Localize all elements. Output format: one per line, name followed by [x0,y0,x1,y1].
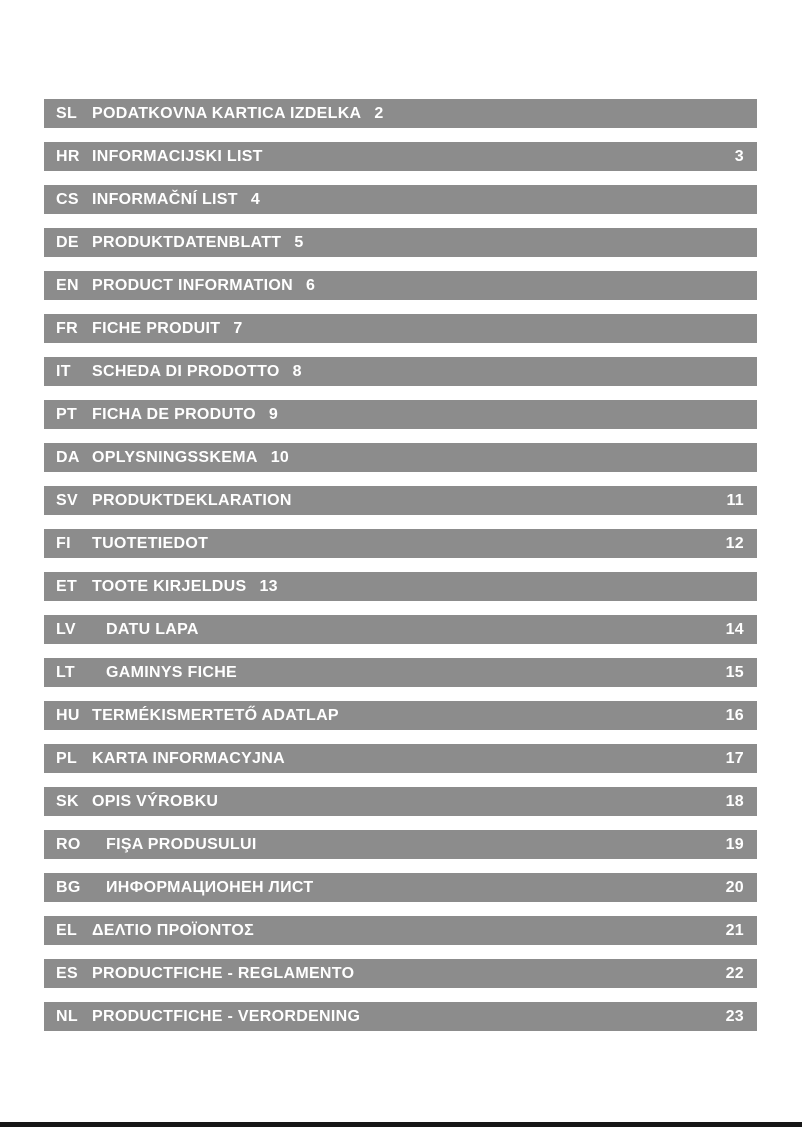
section-title: SCHEDA DI PRODOTTO [92,362,280,380]
section-title: TUOTETIEDOT [92,534,209,552]
toc-row-de [44,228,757,257]
toc-row-cs [44,185,757,214]
language-code: EL [56,921,78,939]
section-title: INFORMACIJSKI LIST [92,147,263,165]
page-number: 18 [725,792,744,810]
toc-row-ro [44,830,757,859]
language-code: HU [56,706,80,724]
page-number: 7 [233,319,243,337]
toc-row-bg [44,873,757,902]
toc-row-es [44,959,757,988]
section-title: OPIS VÝROBKU [92,792,219,810]
page-number: 5 [294,233,304,251]
section-title: TOOTE KIRJELDUS [92,577,247,595]
section-title: PRODUKTDATENBLATT [92,233,282,251]
page-number: 22 [725,964,744,982]
toc-row-sv [44,486,757,515]
page-number: 8 [292,362,302,380]
page-number: 6 [305,276,316,294]
language-code: BG [56,878,81,896]
section-title: PRODUKTDEKLARATION [92,491,292,509]
page-number: 21 [725,921,744,939]
language-code: ES [56,964,78,982]
section-title: OPLYSNINGSSKEMA [92,448,258,466]
section-title: GAMINYS FICHE [106,663,238,681]
language-code: PL [56,749,78,767]
language-code: RO [56,835,81,853]
page-number: 2 [374,104,384,122]
section-title: FICHE PRODUIT [92,319,221,337]
toc-row-el [44,916,757,945]
language-code: DE [56,233,79,251]
page-number: 16 [725,706,744,724]
page-number: 10 [270,448,290,466]
toc-row-da [44,443,757,472]
toc-row-sl [44,99,757,128]
language-code: ET [56,577,78,595]
language-code: NL [56,1007,78,1025]
toc-row-lv [44,615,757,644]
toc-row-fr [44,314,757,343]
language-code: CS [56,190,79,208]
toc-list [44,99,757,1031]
toc-row-hu [44,701,757,730]
page-number: 17 [725,749,744,767]
page-number: 15 [725,663,744,681]
section-title: DATU LAPA [106,620,199,638]
section-title: KARTA INFORMACYJNA [92,749,285,767]
language-code: FR [56,319,78,337]
page-number: 20 [725,878,744,896]
toc-row-fi [44,529,757,558]
language-code: SL [56,104,78,122]
section-title: ИНФОРМАЦИОНЕН ЛИСТ [106,878,314,896]
toc-row-hr [44,142,757,171]
language-code: LT [56,663,75,681]
page-number: 12 [725,534,744,552]
section-title: PRODUCTFICHE - VERORDENING [92,1007,361,1025]
language-code: HR [56,147,80,165]
language-code: SK [56,792,79,810]
page-number: 9 [268,405,279,423]
language-code: IT [56,362,71,380]
language-code: SV [56,491,78,509]
page-number: 13 [259,577,278,595]
toc-row-lt [44,658,757,687]
section-title: INFORMAČNÍ LIST [92,190,238,208]
language-code: FI [56,534,71,552]
page-number: 3 [734,147,744,165]
page-number: 19 [725,835,744,853]
page-number: 14 [725,620,744,638]
section-title: ΔΕΛΤΙΟ ΠΡΟΪΟΝΤΟΣ [92,921,255,939]
section-title: TERMÉKISMERTETŐ ADATLAP [92,706,339,724]
page-number: 23 [725,1007,744,1025]
section-title: PODATKOVNA KARTICA IZDELKA [92,104,362,122]
toc-row-et [44,572,757,601]
language-code: PT [56,405,78,423]
language-code: EN [56,276,79,294]
section-title: FICHA DE PRODUTO [92,405,256,423]
page-number: 11 [726,491,744,509]
section-title: FIŞA PRODUSULUI [106,835,257,853]
toc-row-pl [44,744,757,773]
toc-row-nl [44,1002,757,1031]
toc-row-pt [44,400,757,429]
section-title: PRODUCTFICHE - REGLAMENTO [92,964,355,982]
language-code: DA [56,448,80,466]
footer-rule [0,1122,802,1127]
toc-row-en [44,271,757,300]
section-title: PRODUCT INFORMATION [92,276,293,294]
page-number: 4 [250,190,261,208]
toc-row-it [44,357,757,386]
language-code: LV [56,620,76,638]
toc-row-sk [44,787,757,816]
